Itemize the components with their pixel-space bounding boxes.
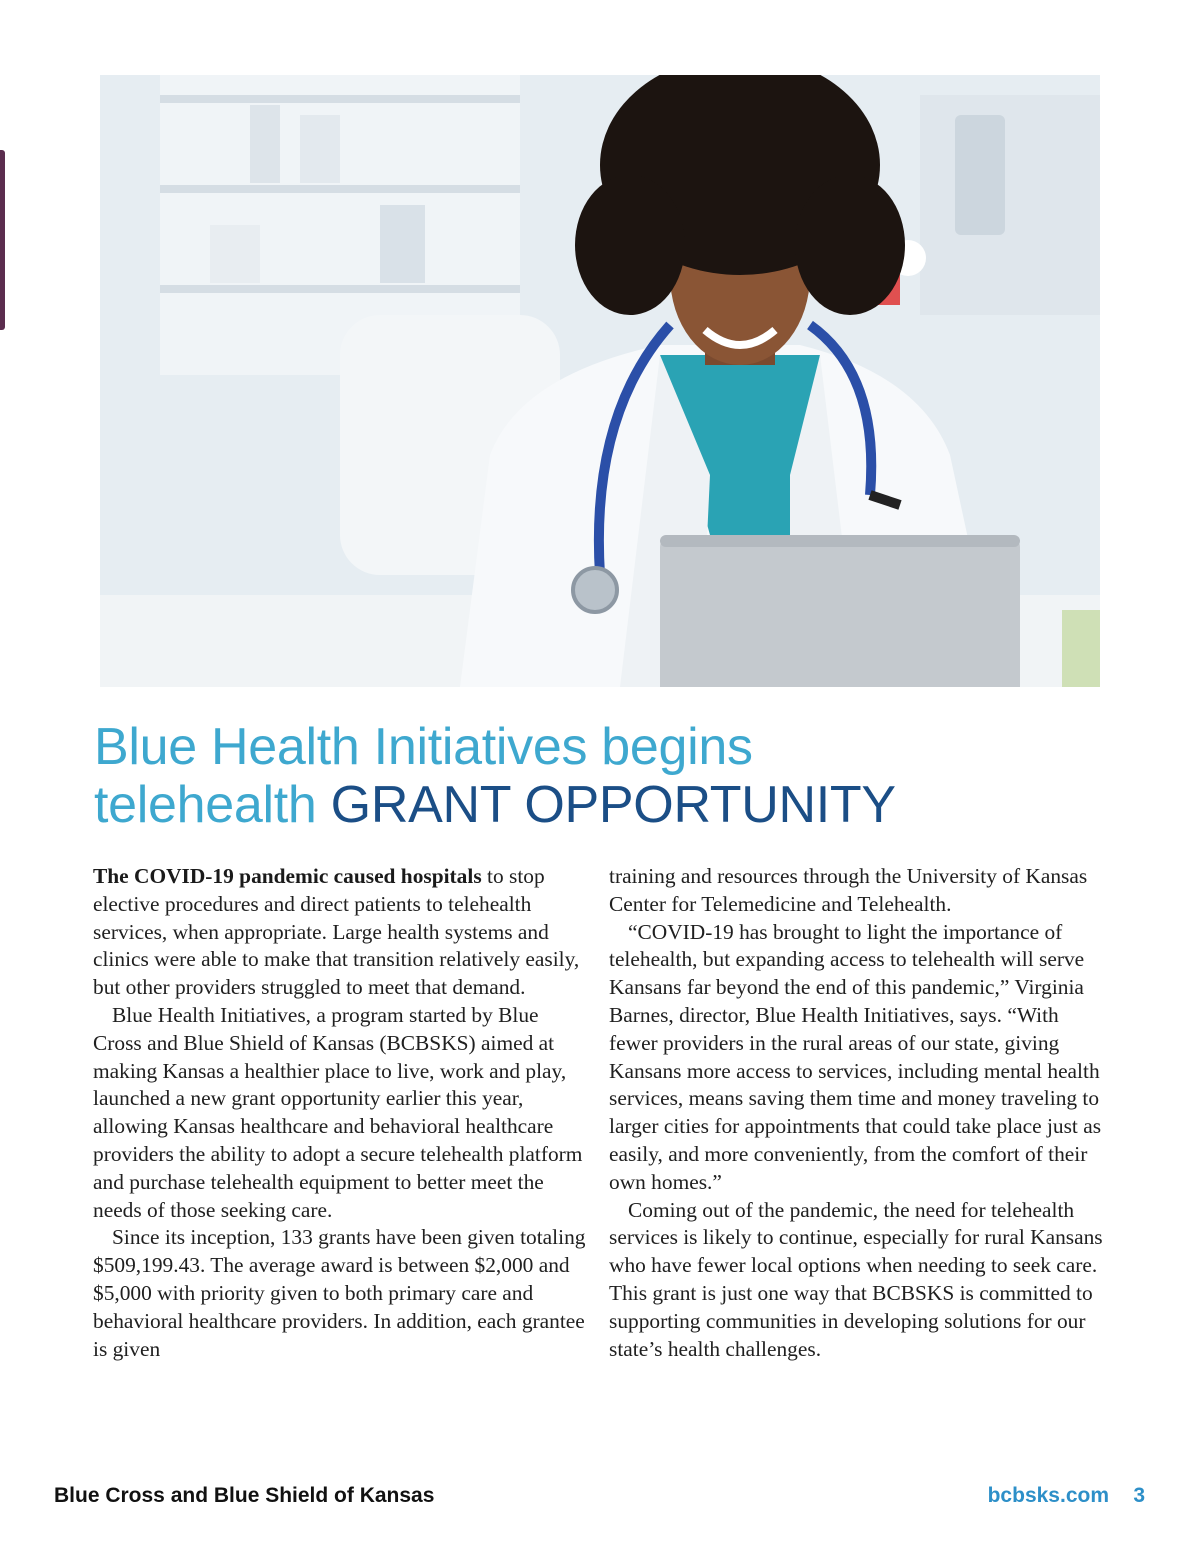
paragraph-text: to stop elective procedures and direct patients to telehealth services, when appropriate. Large health systems and clinics were able to make that transition relatively easily, but other providers struggled to meet that demand. — [93, 864, 580, 1000]
article-paragraph: training and resources through the University of Kansas Center for Telemedicine and Telehealth. — [609, 864, 1088, 916]
lead-in: The COVID-19 pandemic caused hospitals — [93, 864, 482, 888]
headline-line-1: Blue Health Initiatives begins — [94, 718, 753, 776]
article-paragraph: Blue Health Initiatives, a program started by Blue Cross and Blue Shield of Kansas (BCBSKS) aimed at making Kansas a healthier place to live, work and play, launched a new grant opportunity earlier this year, allowing Kansas healthcare and behavioral healthcare providers the ability to adopt a secure telehealth platform and purchase telehealth equipment to better meet the needs of those seeking care. — [93, 1002, 583, 1222]
doctor-laptop-illustration — [100, 75, 1100, 687]
article-column-right — [609, 863, 1109, 1363]
article-column-left — [93, 863, 588, 1363]
page-headline — [94, 718, 1104, 834]
article-paragraph: Coming out of the pandemic, the need for telehealth services is likely to continue, especially for rural Kansans who have fewer local options when needing to seek care. This grant is just one way that BCBSKS is committed to supporting communities in developing solutions for our state’s health challenges. — [609, 1197, 1103, 1361]
article-paragraph: “COVID-19 has brought to light the importance of telehealth, but expanding access to telehealth will serve Kansans far beyond the end of this pandemic,” Virginia Barnes, director, Blue Health Initiatives, says. “With fewer providers in the rural areas of our state, giving Kansans more access to services, including mental health services, means saving them time and money traveling to larger cities for appointments that could take place just as easily, and more conveniently, from the comfort of their own homes.” — [609, 919, 1102, 1194]
article-paragraph — [93, 863, 588, 1002]
headline-line-2-dark: GRANT OPPORTUNITY — [330, 776, 896, 834]
article-paragraph: Since its inception, 133 grants have been given totaling $509,199.43. The average award is between $2,000 and $5,000 with priority given to both primary care and behavioral healthcare providers. In addition, each grantee is given — [93, 1225, 586, 1361]
page-footer — [0, 1480, 1200, 1514]
footer-website-link[interactable]: bcbsks.com — [987, 1484, 1109, 1507]
page-number: 3 — [1133, 1484, 1145, 1507]
hero-photo — [100, 75, 1100, 687]
footer-organization: Blue Cross and Blue Shield of Kansas — [54, 1484, 435, 1507]
headline-line-2-light: telehealth — [94, 776, 331, 834]
edge-tab-decoration — [0, 150, 5, 330]
